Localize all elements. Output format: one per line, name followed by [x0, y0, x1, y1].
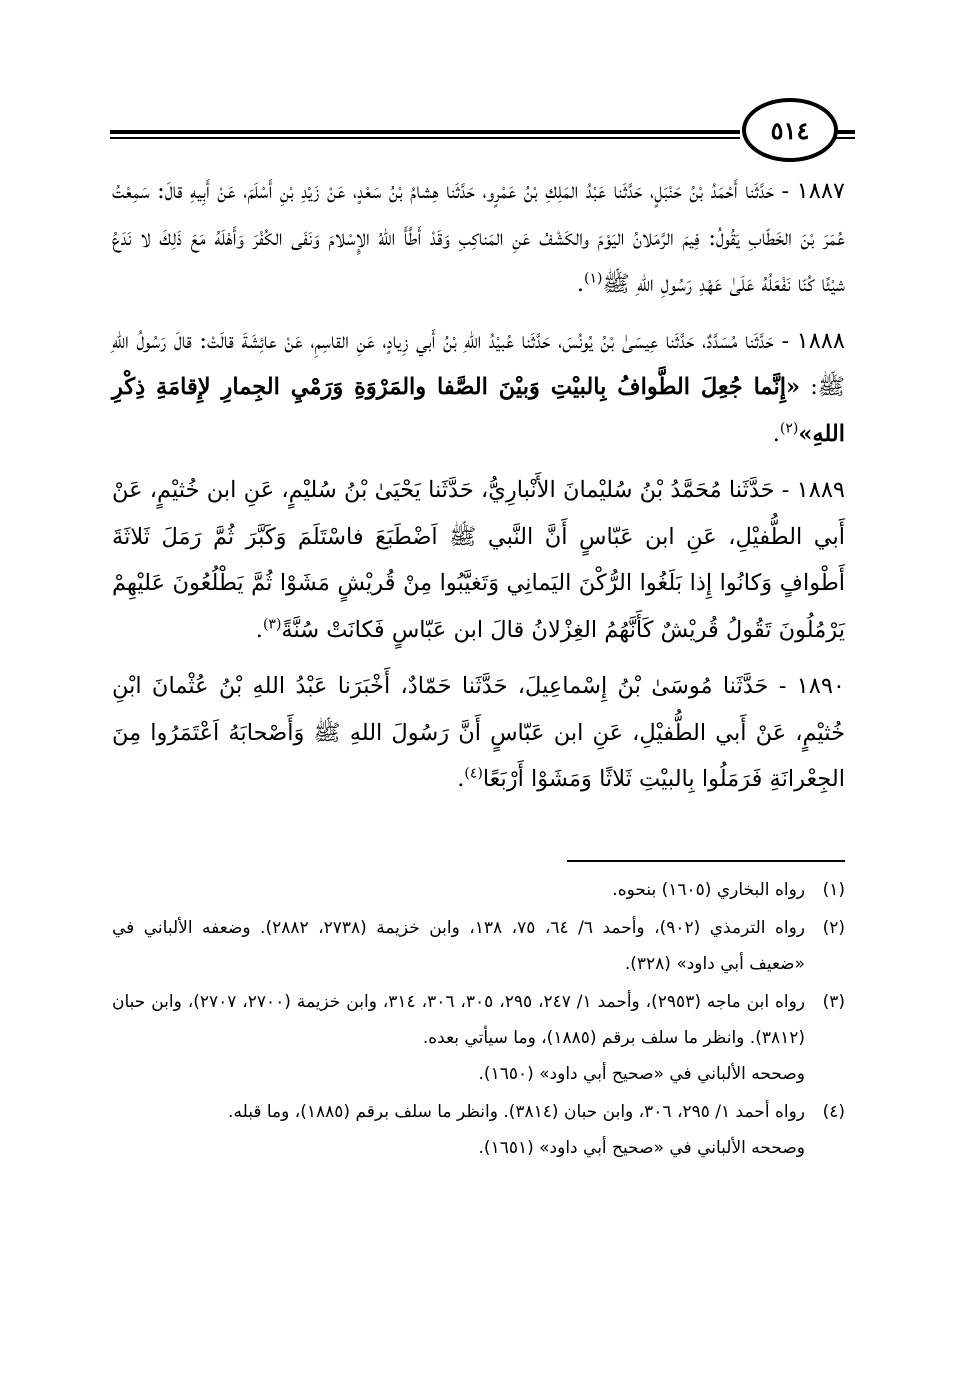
- footnote-label: (١): [822, 880, 845, 900]
- header-rule-right-thick: [835, 130, 855, 134]
- footnote-body: [112, 872, 805, 908]
- hadith-1887: ١٨٨٧ - حَدَّثَنا أَحْمَدُ بْنُ حَنْبَلٍ، حَدَّثَنا عَبْدُ المَلِكِ بْنُ عَمْرٍو، حَدَّثَنا هِشامُ بْنُ سَعْدٍ، عَنْ زَيْدِ بْنِ أَسْلَمَ، عَنْ أَبِيهِ قالَ: سَمِعْتُ عُمَرَ بْنَ الخَطّابِ يَقُولُ: فِيمَ الرَّمَلانُ اليَوْمَ والكَشْفُ عَنِ المَناكِبِ وَقَدْ أَطَّأَ اللهُ الإِسْلامَ وَنَفَى الكُفْرَ وَأَهْلَهُ مَعَ ذَلِكَ لا نَدَعُ شيْئًا كُنّا نَفْعَلُهُ عَلَىٰ عَهْدِ رَسُولِ اللهِ ﷺ$^{(١)}$.: [112, 178, 845, 297]
- footnote-line: رواه الترمذي (٩٠٢)، وأحمد ٦/ ٦٤، ٧٥، ١٣٨، وابن خزيمة (٢٧٣٨، ٢٨٨٢). وضعفه الألباني في «ضعيف أبي داود» (٣٢٨).: [112, 918, 805, 974]
- footnote-2: [112, 910, 845, 982]
- footnote-1: [112, 872, 845, 908]
- footnote-label: (٢): [822, 918, 845, 938]
- footnote-body: [112, 910, 805, 982]
- footnote-body: [112, 1094, 805, 1166]
- footnote-line: وصححه الألباني في «صحيح أبي داود» (١٦٥١).: [478, 1138, 805, 1158]
- footnote-ref: (٤): [464, 765, 483, 782]
- footnote-body: [112, 984, 805, 1092]
- header-rule-thick: [110, 130, 740, 134]
- footnote-line: رواه البخاري (١٦٠٥) بنحوه.: [612, 880, 805, 900]
- page-number-oval: [742, 98, 838, 162]
- hadith-text: حَدَّثَنا أَحْمَدُ بْنُ حَنْبَلٍ، حَدَّثَنا عَبْدُ المَلِكِ بْنُ عَمْرٍو، حَدَّثَنا هِشامُ بْنُ سَعْدٍ، عَنْ زَيْدِ بْنِ أَسْلَمَ، عَنْ أَبِيهِ قالَ: سَمِعْتُ عُمَرَ بْنَ الخَطّابِ يَقُولُ: فِيمَ الرَّمَلانُ اليَوْمَ والكَشْفُ عَنِ المَناكِبِ وَقَدْ أَطَّأَ اللهُ الإِسْلامَ وَنَفَى الكُفْرَ وَأَهْلَهُ مَعَ ذَلِكَ لا نَدَعُ شيْئًا كُنّا نَفْعَلُهُ عَلَىٰ عَهْدِ رَسُولِ اللهِ ﷺ: [112, 178, 845, 297]
- hadith-number: ١٨٨٩: [796, 477, 845, 503]
- footnote-line: رواه أحمد ١/ ٢٩٥، ٣٠٦، وابن حبان (٣٨١٤). وانظر ما سلف برقم (١٨٨٥)، وما قبله.: [228, 1102, 805, 1122]
- footnote-label: (٣): [822, 992, 845, 1012]
- hadith-1888: ١٨٨٨ - حَدَّثَنا مُسَدَّدٌ، حَدَّثَنا عِيسَىٰ بْنُ يُونُسَ، حَدَّثَنا عُبيْدُ اللهِ بْنُ أَبي زِيادٍ، عَنِ القاسِمِ، عَنْ عائِشَةَ قالَتْ: قالَ رَسُولُ اللهِ ﷺ: «إِنَّما جُعِلَ الطَّوافُ بِالبيْتِ وَبيْنَ الصَّفا والمَرْوَةِ وَرَمْيِ الجِمارِ لإِقامَةِ ذِكْرِ اللهِ»$^{(٢)}$.: [112, 327, 845, 447]
- footnote-ref: (٢): [779, 420, 799, 436]
- footnote-ref: (١): [584, 270, 603, 287]
- footnote-line: رواه ابن ماجه (٢٩٥٣)، وأحمد ١/ ٢٤٧، ٢٩٥، ٣٠٥، ٣٠٦، ٣١٤، وابن خزيمة (٢٧٠٠، ٢٧٠٧)، وابن حبان (٣٨١٢). وانظر ما سلف برقم (١٨٨٥)، وما سيأتي بعده.: [112, 992, 806, 1048]
- hadith-1890: ١٨٩٠ - حَدَّثَنا مُوسَىٰ بْنُ إِسْماعِيلَ، حَدَّثَنا حَمّادٌ، أَخْبَرَنا عَبْدُ اللهِ بْنُ عُثْمانَ ابْنِ خُثيْمٍ، عَنْ أَبي الطُّفيْلِ، عَنِ ابن عَبّاسٍ أَنَّ رَسُولَ اللهِ ﷺ وَأَصْحابَهُ اَعْتَمَرُوا مِنَ الجِعْرانَةِ فَرَمَلُوا بِالبيْتِ ثَلاثًا وَمَشَوْا أَرْبَعًا$^{(٤)}$.: [112, 673, 845, 792]
- hadith-quote: «إِنَّما جُعِلَ الطَّوافُ بِالبيْتِ وَبيْنَ الصَّفا والمَرْوَةِ وَرَمْيِ الجِمارِ لإِقامَةِ ذِكْرِ اللهِ»: [112, 374, 845, 447]
- header-rule-thin: [110, 137, 740, 139]
- footnote-line: وصححه الألباني في «صحيح أبي داود» (١٦٥٠).: [478, 1064, 805, 1084]
- header-rule-right-thin: [835, 137, 855, 139]
- hadith-text: حَدَّثَنا مُوسَىٰ بْنُ إِسْماعِيلَ، حَدَّثَنا حَمّادٌ، أَخْبَرَنا عَبْدُ اللهِ بْنُ عُثْمانَ ابْنِ خُثيْمٍ، عَنْ أَبي الطُّفيْلِ، عَنِ ابن عَبّاسٍ أَنَّ رَسُولَ اللهِ ﷺ وَأَصْحابَهُ اَعْتَمَرُوا مِنَ الجِعْرانَةِ فَرَمَلُوا بِالبيْتِ ثَلاثًا وَمَشَوْا أَرْبَعًا: [112, 673, 845, 792]
- footnotes: [112, 872, 845, 1168]
- page-header: [110, 98, 855, 168]
- footnote-separator: [567, 860, 845, 862]
- page-number: ٥١٤: [770, 115, 810, 145]
- hadith-text: حَدَّثَنا مُسَدَّدٌ، حَدَّثَنا عِيسَىٰ بْنُ يُونُسَ، حَدَّثَنا عُبيْدُ اللهِ بْنُ أَبي زِيادٍ، عَنِ القاسِمِ، عَنْ عائِشَةَ قالَتْ: قالَ رَسُولُ اللهِ ﷺ:: [112, 327, 845, 400]
- hadith-text: حَدَّثَنا مُحَمَّدُ بْنُ سُليْمانَ الأَنْبارِيُّ، حَدَّثَنا يَحْيَىٰ بْنُ سُليْمٍ، عَنِ ابن خُثيْمٍ، عَنْ أَبي الطُّفيْلِ، عَنِ ابن عَبّاسٍ أَنَّ النَّبي ﷺ اَضْطَبَعَ فاسْتَلَمَ وَكَبَّرَ ثُمَّ رَمَلَ ثَلاثَةَ أَطْوافٍ وَكانُوا إِذا بَلَغُوا الرُّكْنَ اليَمانِي وَتَغيَّبُوا مِنْ قُريْشٍ مَشَوْا ثُمَّ يَطْلُعُونَ عَليْهِمْ يَرْمُلُونَ تَقُولُ قُريْشٌ كَأَنَّهُمُ الغِزْلانُ قالَ ابن عَبّاسٍ فَكانَتْ سُنَّةً: [112, 477, 845, 643]
- hadith-1889: ١٨٨٩ - حَدَّثَنا مُحَمَّدُ بْنُ سُليْمانَ الأَنْبارِيُّ، حَدَّثَنا يَحْيَىٰ بْنُ سُليْمٍ، عَنِ ابن خُثيْمٍ، عَنْ أَبي الطُّفيْلِ، عَنِ ابن عَبّاسٍ أَنَّ النَّبي ﷺ اَضْطَبَعَ فاسْتَلَمَ وَكَبَّرَ ثُمَّ رَمَلَ ثَلاثَةَ أَطْوافٍ وَكانُوا إِذا بَلَغُوا الرُّكْنَ اليَمانِي وَتَغيَّبُوا مِنْ قُريْشٍ مَشَوْا ثُمَّ يَطْلُعُونَ عَليْهِمْ يَرْمُلُونَ تَقُولُ قُريْشٌ كَأَنَّهُمُ الغِزْلانُ قالَ ابن عَبّاسٍ فَكانَتْ سُنَّةً$^{(٣)}$.: [112, 477, 845, 643]
- main-text: [112, 168, 845, 813]
- hadith-number: ١٨٨٧: [796, 178, 845, 204]
- hadith-number: ١٨٨٨: [796, 327, 845, 354]
- footnote-4: [112, 1094, 845, 1166]
- hadith-number: ١٨٩٠: [796, 673, 845, 699]
- footnote-ref: (٣): [262, 616, 282, 632]
- footnote-3: [112, 984, 845, 1092]
- footnote-label: (٤): [822, 1102, 845, 1122]
